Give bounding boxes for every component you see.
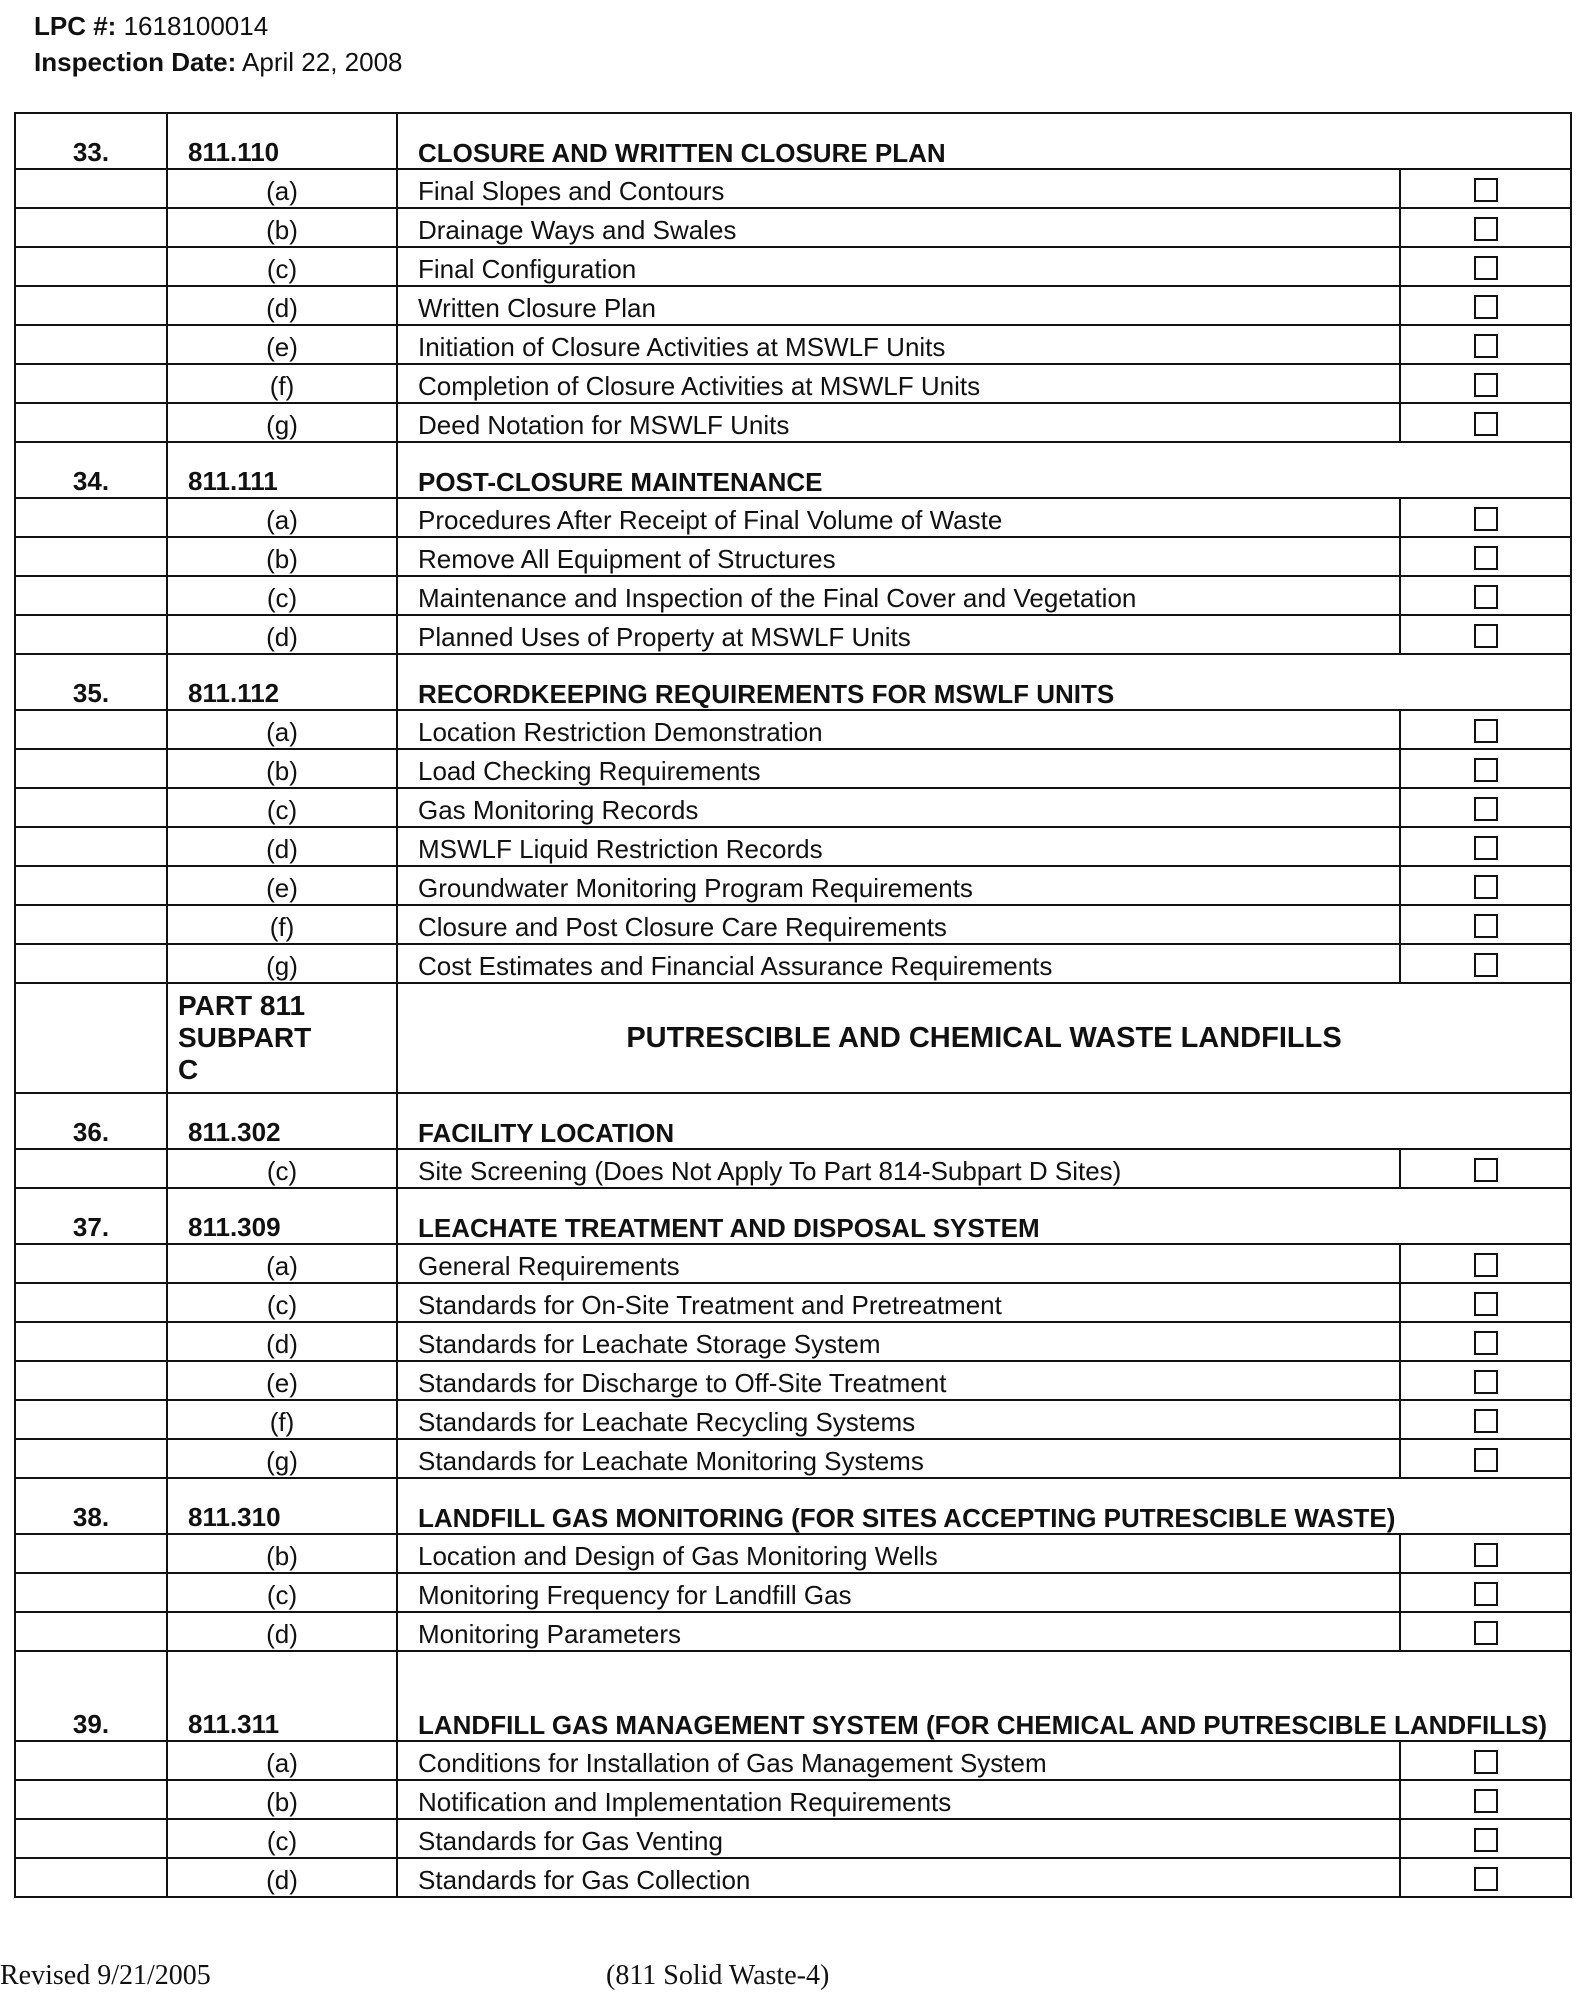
checkbox[interactable] [1474, 585, 1498, 609]
checkbox[interactable] [1474, 1158, 1498, 1182]
item-checkbox-cell [1400, 1439, 1571, 1478]
part-code-line: SUBPART [178, 1022, 312, 1053]
checkbox[interactable] [1474, 295, 1498, 319]
item-description: Gas Monitoring Records [397, 788, 1400, 827]
empty-cell [15, 1361, 167, 1400]
empty-cell [15, 866, 167, 905]
empty-cell [15, 1741, 167, 1780]
item-subsection: (c) [167, 576, 397, 615]
checkbox[interactable] [1474, 1828, 1498, 1852]
item-subsection: (a) [167, 1244, 397, 1283]
item-subsection: (f) [167, 364, 397, 403]
checklist-item-row [15, 537, 1571, 576]
item-subsection: (d) [167, 1322, 397, 1361]
checkbox[interactable] [1474, 1370, 1498, 1394]
empty-cell [15, 247, 167, 286]
section-number: 37. [15, 1188, 167, 1244]
checkbox[interactable] [1474, 334, 1498, 358]
item-checkbox-cell [1400, 749, 1571, 788]
item-description: Standards for Leachate Monitoring Systems [397, 1439, 1400, 1478]
checklist-item-row [15, 1283, 1571, 1322]
item-checkbox-cell [1400, 286, 1571, 325]
checkbox[interactable] [1474, 1292, 1498, 1316]
checkbox[interactable] [1474, 373, 1498, 397]
item-checkbox-cell [1400, 498, 1571, 537]
empty-cell [15, 615, 167, 654]
checklist-item-row [15, 710, 1571, 749]
item-description: Cost Estimates and Financial Assurance Requirements [397, 944, 1400, 983]
item-checkbox-cell [1400, 325, 1571, 364]
checkbox[interactable] [1474, 719, 1498, 743]
item-subsection: (d) [167, 827, 397, 866]
section-code: 811.112 [167, 654, 397, 710]
checklist-item-row [15, 576, 1571, 615]
checkbox[interactable] [1474, 1543, 1498, 1567]
empty-cell [15, 1819, 167, 1858]
checklist-item-row [15, 1858, 1571, 1897]
item-description: Standards for On-Site Treatment and Pretreatment [397, 1283, 1400, 1322]
inspection-date-label: Inspection Date: [34, 47, 237, 77]
item-description: Standards for Gas Venting [397, 1819, 1400, 1858]
section-code: 811.111 [167, 442, 397, 498]
item-checkbox-cell [1400, 1819, 1571, 1858]
inspection-date-value: April 22, 2008 [242, 47, 403, 77]
section-header-row [15, 442, 1571, 498]
item-checkbox-cell [1400, 247, 1571, 286]
document-header [34, 8, 403, 80]
checklist-item-row [15, 749, 1571, 788]
empty-cell [15, 983, 167, 1093]
item-subsection: (a) [167, 169, 397, 208]
checkbox[interactable] [1474, 624, 1498, 648]
item-subsection: (b) [167, 1534, 397, 1573]
section-code: 811.309 [167, 1188, 397, 1244]
footer-revised: Revised 9/21/2005 [0, 1960, 211, 1991]
item-description: Final Configuration [397, 247, 1400, 286]
empty-cell [15, 576, 167, 615]
checkbox[interactable] [1474, 1867, 1498, 1891]
item-checkbox-cell [1400, 1149, 1571, 1188]
part-title: PUTRESCIBLE AND CHEMICAL WASTE LANDFILLS [397, 983, 1571, 1093]
item-description: Standards for Leachate Storage System [397, 1322, 1400, 1361]
item-subsection: (b) [167, 537, 397, 576]
section-title: POST-CLOSURE MAINTENANCE [397, 442, 1571, 498]
checkbox[interactable] [1474, 412, 1498, 436]
item-subsection: (c) [167, 1149, 397, 1188]
item-subsection: (a) [167, 498, 397, 537]
item-checkbox-cell [1400, 788, 1571, 827]
item-description: Closure and Post Closure Care Requirements [397, 905, 1400, 944]
item-description: Completion of Closure Activities at MSWLF Units [397, 364, 1400, 403]
item-checkbox-cell [1400, 1573, 1571, 1612]
item-subsection: (f) [167, 905, 397, 944]
item-subsection: (g) [167, 944, 397, 983]
empty-cell [15, 788, 167, 827]
section-header-row [15, 1093, 1571, 1149]
empty-cell [15, 1780, 167, 1819]
item-subsection: (a) [167, 710, 397, 749]
section-number: 35. [15, 654, 167, 710]
item-checkbox-cell [1400, 1780, 1571, 1819]
part-code-line: C [178, 1054, 199, 1085]
item-subsection: (d) [167, 615, 397, 654]
item-description: Conditions for Installation of Gas Management System [397, 1741, 1400, 1780]
item-subsection: (c) [167, 788, 397, 827]
empty-cell [15, 403, 167, 442]
empty-cell [15, 1244, 167, 1283]
checkbox[interactable] [1474, 1582, 1498, 1606]
item-description: Drainage Ways and Swales [397, 208, 1400, 247]
item-description: Procedures After Receipt of Final Volume of Waste [397, 498, 1400, 537]
item-subsection: (g) [167, 403, 397, 442]
empty-cell [15, 169, 167, 208]
section-number: 34. [15, 442, 167, 498]
empty-cell [15, 1149, 167, 1188]
item-checkbox-cell [1400, 1741, 1571, 1780]
item-checkbox-cell [1400, 1858, 1571, 1897]
checklist-item-row [15, 1439, 1571, 1478]
empty-cell [15, 1573, 167, 1612]
empty-cell [15, 537, 167, 576]
item-checkbox-cell [1400, 615, 1571, 654]
checkbox[interactable] [1474, 953, 1498, 977]
checklist-body [15, 113, 1571, 1897]
checkbox[interactable] [1474, 546, 1498, 570]
item-subsection: (a) [167, 1741, 397, 1780]
checkbox[interactable] [1474, 1789, 1498, 1813]
section-code: 811.302 [167, 1093, 397, 1149]
item-description: Written Closure Plan [397, 286, 1400, 325]
checkbox[interactable] [1474, 1331, 1498, 1355]
item-checkbox-cell [1400, 866, 1571, 905]
checkbox[interactable] [1474, 875, 1498, 899]
checklist-item-row [15, 788, 1571, 827]
checkbox[interactable] [1474, 914, 1498, 938]
section-number: 33. [15, 113, 167, 169]
section-title: LANDFILL GAS MONITORING (FOR SITES ACCEPTING PUTRESCIBLE WASTE) [397, 1478, 1571, 1534]
item-description: Notification and Implementation Requirements [397, 1780, 1400, 1819]
checklist-item-row [15, 1534, 1571, 1573]
item-description: Standards for Gas Collection [397, 1858, 1400, 1897]
item-subsection: (c) [167, 247, 397, 286]
empty-cell [15, 498, 167, 537]
section-title: RECORDKEEPING REQUIREMENTS FOR MSWLF UNITS [397, 654, 1571, 710]
empty-cell [15, 1858, 167, 1897]
item-subsection: (f) [167, 1400, 397, 1439]
section-number: 38. [15, 1478, 167, 1534]
item-subsection: (c) [167, 1573, 397, 1612]
item-checkbox-cell [1400, 576, 1571, 615]
section-header-row [15, 1188, 1571, 1244]
item-description: Final Slopes and Contours [397, 169, 1400, 208]
empty-cell [15, 1439, 167, 1478]
item-checkbox-cell [1400, 1361, 1571, 1400]
item-subsection: (c) [167, 1283, 397, 1322]
empty-cell [15, 286, 167, 325]
footer-page-label: (811 Solid Waste-4) [606, 1960, 830, 1991]
item-description: Location Restriction Demonstration [397, 710, 1400, 749]
item-description: Monitoring Frequency for Landfill Gas [397, 1573, 1400, 1612]
item-description: Site Screening (Does Not Apply To Part 814-Subpart D Sites) [397, 1149, 1400, 1188]
checklist-item-row [15, 364, 1571, 403]
item-checkbox-cell [1400, 1244, 1571, 1283]
item-subsection: (c) [167, 1819, 397, 1858]
item-subsection: (e) [167, 866, 397, 905]
checklist-item-row [15, 1149, 1571, 1188]
checklist-item-row [15, 944, 1571, 983]
checklist-item-row [15, 1361, 1571, 1400]
section-title: LANDFILL GAS MANAGEMENT SYSTEM (FOR CHEMICAL AND PUTRESCIBLE LANDFILLS) [397, 1651, 1571, 1741]
checklist-item-row [15, 1780, 1571, 1819]
item-checkbox-cell [1400, 827, 1571, 866]
empty-cell [15, 1283, 167, 1322]
item-checkbox-cell [1400, 1534, 1571, 1573]
item-subsection: (e) [167, 325, 397, 364]
empty-cell [15, 325, 167, 364]
checklist-item-row [15, 1244, 1571, 1283]
lpc-label: LPC #: [34, 11, 117, 41]
empty-cell [15, 1612, 167, 1651]
section-title: LEACHATE TREATMENT AND DISPOSAL SYSTEM [397, 1188, 1571, 1244]
checkbox[interactable] [1474, 178, 1498, 202]
empty-cell [15, 749, 167, 788]
checkbox[interactable] [1474, 836, 1498, 860]
section-header-row [15, 113, 1571, 169]
empty-cell [15, 208, 167, 247]
item-subsection: (g) [167, 1439, 397, 1478]
checklist-item-row [15, 866, 1571, 905]
section-title: CLOSURE AND WRITTEN CLOSURE PLAN [397, 113, 1571, 169]
item-checkbox-cell [1400, 403, 1571, 442]
checklist-item-row [15, 827, 1571, 866]
item-subsection: (b) [167, 749, 397, 788]
checkbox[interactable] [1474, 1253, 1498, 1277]
item-checkbox-cell [1400, 1612, 1571, 1651]
item-description: Standards for Leachate Recycling Systems [397, 1400, 1400, 1439]
section-header-row [15, 1478, 1571, 1534]
checklist-item-row [15, 247, 1571, 286]
empty-cell [15, 710, 167, 749]
item-subsection: (d) [167, 1612, 397, 1651]
section-header-row [15, 654, 1571, 710]
checklist-item-row [15, 1400, 1571, 1439]
lpc-value: 1618100014 [123, 11, 269, 41]
section-code: 811.110 [167, 113, 397, 169]
checkbox[interactable] [1474, 507, 1498, 531]
checklist-item-row [15, 208, 1571, 247]
item-description: Load Checking Requirements [397, 749, 1400, 788]
checkbox[interactable] [1474, 1409, 1498, 1433]
item-description: Initiation of Closure Activities at MSWLF Units [397, 325, 1400, 364]
item-description: General Requirements [397, 1244, 1400, 1283]
checkbox[interactable] [1474, 758, 1498, 782]
item-subsection: (b) [167, 1780, 397, 1819]
item-description: Planned Uses of Property at MSWLF Units [397, 615, 1400, 654]
checklist-item-row [15, 615, 1571, 654]
section-title: FACILITY LOCATION [397, 1093, 1571, 1149]
checkbox[interactable] [1474, 797, 1498, 821]
inspection-checklist-table [14, 112, 1572, 1898]
item-checkbox-cell [1400, 1400, 1571, 1439]
item-checkbox-cell [1400, 905, 1571, 944]
checklist-item-row [15, 286, 1571, 325]
item-subsection: (d) [167, 286, 397, 325]
item-checkbox-cell [1400, 1283, 1571, 1322]
checklist-item-row [15, 905, 1571, 944]
checklist-item-row [15, 403, 1571, 442]
empty-cell [15, 827, 167, 866]
item-subsection: (b) [167, 208, 397, 247]
item-description: MSWLF Liquid Restriction Records [397, 827, 1400, 866]
checklist-item-row [15, 325, 1571, 364]
item-description: Deed Notation for MSWLF Units [397, 403, 1400, 442]
checkbox[interactable] [1474, 1750, 1498, 1774]
item-description: Location and Design of Gas Monitoring Wells [397, 1534, 1400, 1573]
item-checkbox-cell [1400, 1322, 1571, 1361]
checkbox[interactable] [1474, 256, 1498, 280]
checklist-item-row [15, 1741, 1571, 1780]
item-description: Monitoring Parameters [397, 1612, 1400, 1651]
item-subsection: (e) [167, 1361, 397, 1400]
checkbox[interactable] [1474, 1448, 1498, 1472]
section-number: 39. [15, 1651, 167, 1741]
part-code-line: PART 811 [178, 990, 306, 1021]
item-checkbox-cell [1400, 208, 1571, 247]
checklist-item-row [15, 1322, 1571, 1361]
item-description: Maintenance and Inspection of the Final Cover and Vegetation [397, 576, 1400, 615]
checklist-item-row [15, 1819, 1571, 1858]
empty-cell [15, 1322, 167, 1361]
empty-cell [15, 1400, 167, 1439]
empty-cell [15, 944, 167, 983]
checkbox[interactable] [1474, 1621, 1498, 1645]
item-checkbox-cell [1400, 944, 1571, 983]
section-number: 36. [15, 1093, 167, 1149]
section-code: 811.310 [167, 1478, 397, 1534]
empty-cell [15, 364, 167, 403]
item-description: Groundwater Monitoring Program Requirements [397, 866, 1400, 905]
item-checkbox-cell [1400, 537, 1571, 576]
part-header-row [15, 983, 1571, 1093]
checklist-item-row [15, 169, 1571, 208]
lpc-line [34, 8, 403, 44]
item-checkbox-cell [1400, 710, 1571, 749]
inspection-date-line [34, 44, 403, 80]
empty-cell [15, 1534, 167, 1573]
section-code: 811.311 [167, 1651, 397, 1741]
checklist-item-row [15, 1573, 1571, 1612]
item-checkbox-cell [1400, 169, 1571, 208]
section-header-row [15, 1651, 1571, 1741]
checkbox[interactable] [1474, 217, 1498, 241]
item-description: Remove All Equipment of Structures [397, 537, 1400, 576]
item-description: Standards for Discharge to Off-Site Treatment [397, 1361, 1400, 1400]
empty-cell [15, 905, 167, 944]
item-subsection: (d) [167, 1858, 397, 1897]
part-code [167, 983, 397, 1093]
checklist-item-row [15, 1612, 1571, 1651]
item-checkbox-cell [1400, 364, 1571, 403]
checklist-item-row [15, 498, 1571, 537]
